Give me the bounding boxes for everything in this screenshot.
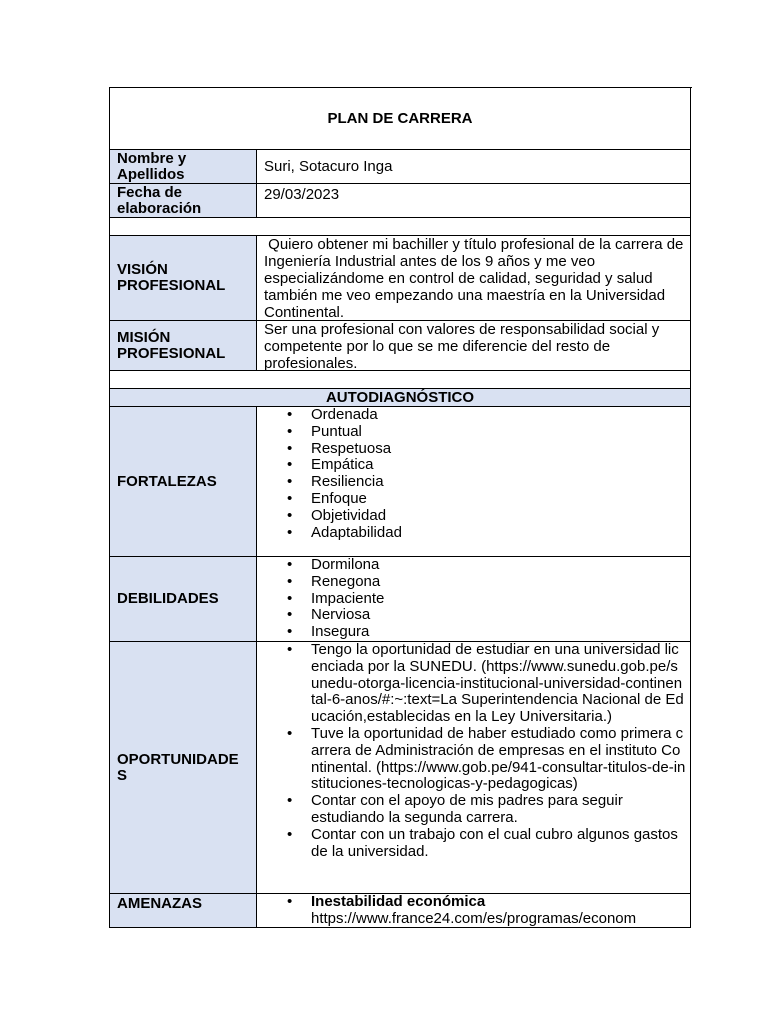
list-item: • Respetuosa [311,441,686,458]
fortalezas-cell [257,407,691,557]
list-item: • Nerviosa [311,607,686,624]
vision-text: Quiero obtener mi bachiller y título profesional de la carrera de Ingeniería Industrial antes de los 9 años y me veo especializándome en control de calidad, seguridad y salud también me veo empezando una maestría en la Universidad Continental. [257,236,691,321]
list-item: • Empática [311,457,686,474]
fortalezas-label: FORTALEZAS [110,407,257,557]
list-item: • Impaciente [311,591,686,608]
name-value: Suri, Sotacuro Inga [257,150,691,184]
list-item: • Renegona [311,574,686,591]
date-value: 29/03/2023 [257,184,691,218]
document-title: PLAN DE CARRERA [110,88,691,150]
list-item: • Tengo la oportunidad de estudiar en una universidad licenciada por la SUNEDU. (https://www.sunedu.gob.pe/sunedu-otorga-licencia-institucional-universidad-continental-6-anos/#:~:text=La Superintendencia Nacional de Educación,establecidas en la Ley Universitaria.) [311,642,686,726]
oportunidades-cell [257,642,691,894]
oportunidades-label [110,642,257,894]
list-item: • Adaptabilidad [311,525,686,542]
list-item: • Dormilona [311,557,686,574]
list-item [311,894,686,928]
list-item: • Objetividad [311,508,686,525]
debilidades-label: DEBILIDADES [110,557,257,642]
vision-label: VISIÓN PROFESIONAL [110,236,257,321]
spacer-row [110,218,691,236]
fortalezas-list [257,407,690,541]
name-label: Nombre y Apellidos [110,150,257,184]
mision-text: Ser una profesional con valores de responsabilidad social y competente por lo que se me diferencie del resto de profesionales. [257,321,691,371]
list-item: • Contar con el apoyo de mis padres para seguir estudiando la segunda carrera. [311,793,686,827]
amenaza-title: Inestabilidad económica [311,894,486,910]
amenaza-link[interactable]: https://www.france24.com/es/programas/econom [311,909,637,927]
list-item: • Resiliencia [311,474,686,491]
oportunidades-label-text: OPORTUNIDADES [117,750,239,784]
list-item: • Tuve la oportunidad de haber estudiado como primera carrera de Administración de empresas en el instituto Continental. (https://www.gob.pe/941-consultar-titulos-de-instituciones-tecnologicas-y-pedagogicas) [311,726,686,793]
list-item: • Contar con un trabajo con el cual cubro algunos gastos de la universidad. [311,827,686,861]
career-plan-table [109,87,692,928]
list-item: • Insegura [311,624,686,641]
date-label: Fecha de elaboración [110,184,257,218]
debilidades-list [257,557,690,641]
list-item: • Enfoque [311,491,686,508]
amenazas-cell [257,894,691,928]
mision-label: MISIÓN PROFESIONAL [110,321,257,371]
list-item: • Puntual [311,424,686,441]
list-item: • Ordenada [311,407,686,424]
oportunidades-list [257,642,690,860]
debilidades-cell [257,557,691,642]
spacer-row [110,371,691,389]
autodiagnostico-header: AUTODIAGNÓSTICO [110,389,691,407]
amenazas-list [257,894,690,928]
amenazas-label: AMENAZAS [110,894,257,928]
